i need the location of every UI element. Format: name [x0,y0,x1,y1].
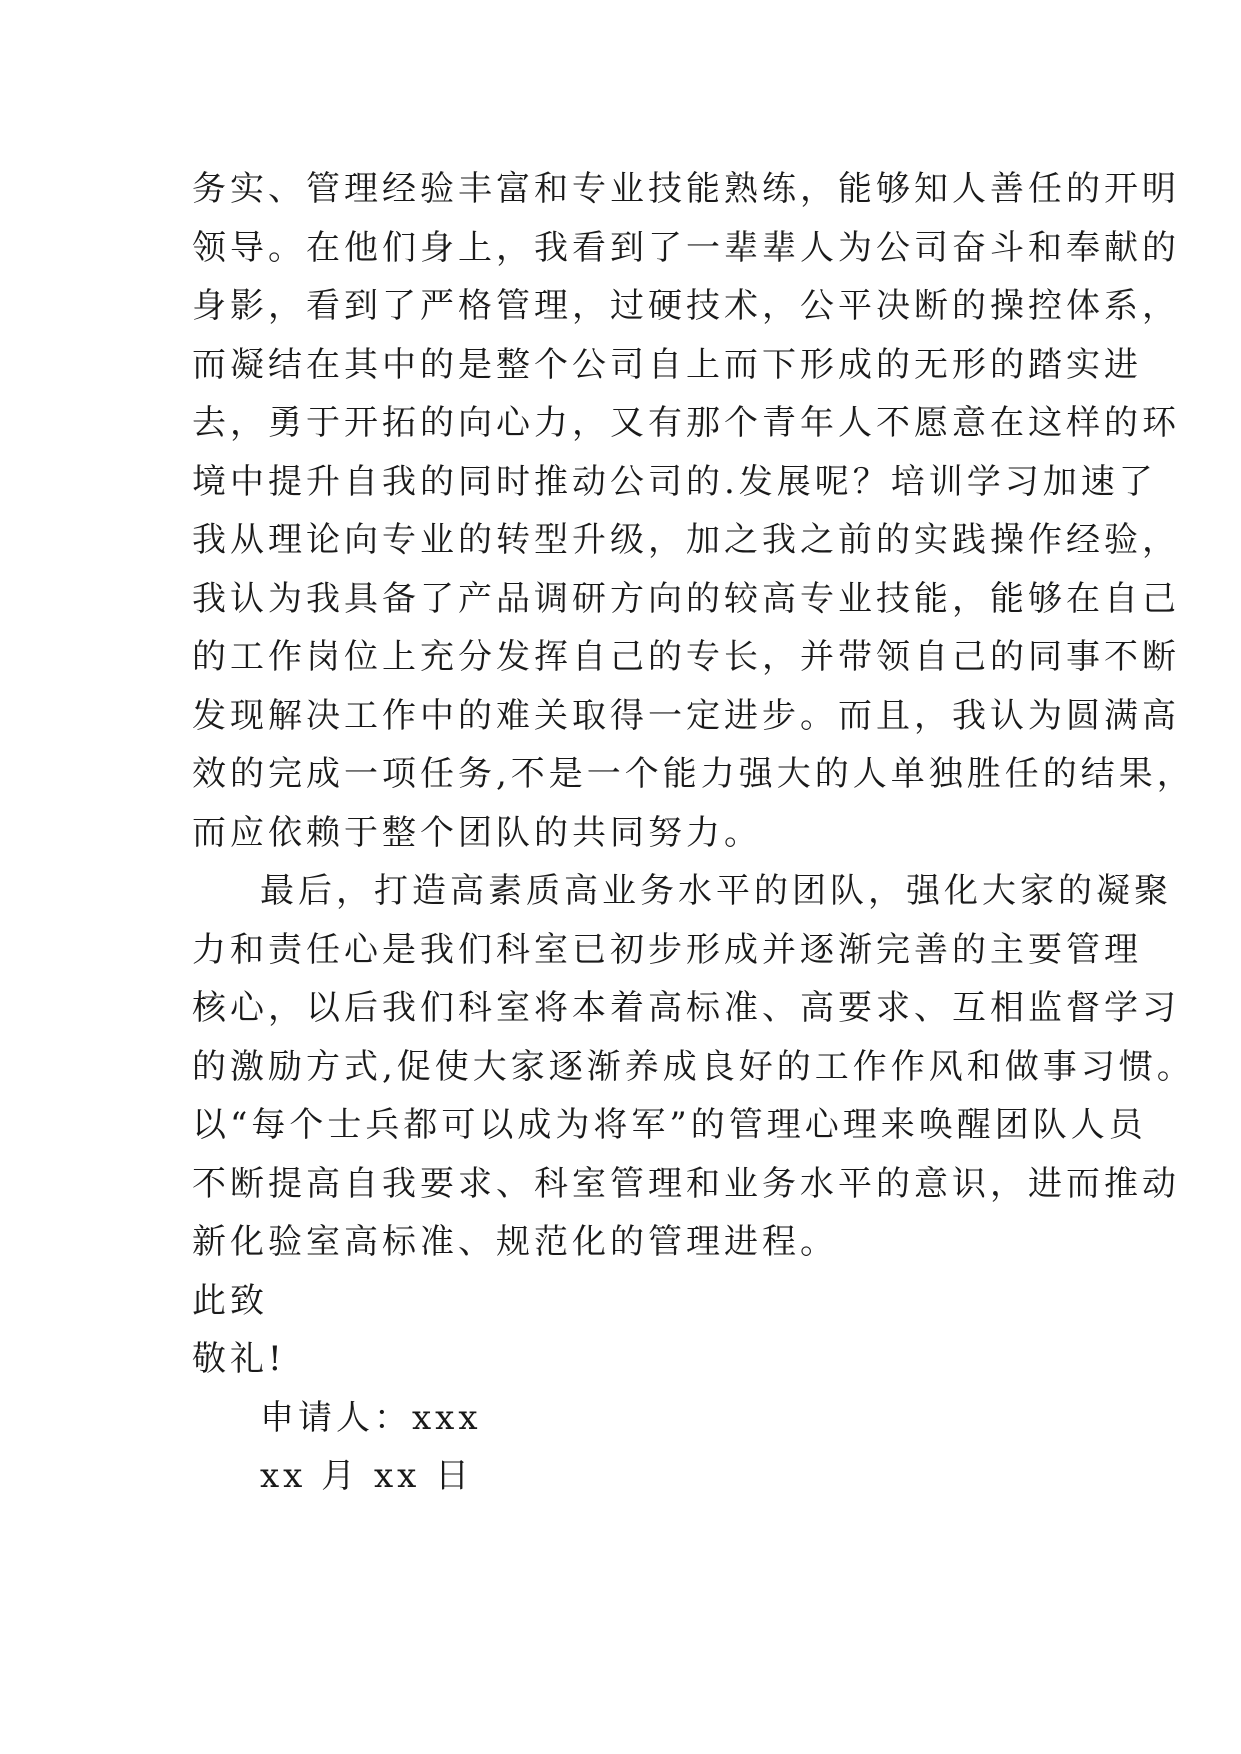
paragraph-line: 核心，以后我们科室将本着高标准、高要求、互相监督学习 [192,988,1180,1028]
paragraph-first-line: 最后，打造高素质高业务水平的团队，强化大家的凝聚 [260,871,1172,911]
paragraph-line: 效的完成一项任务,不是一个能力强大的人单独胜任的结果， [192,754,1195,794]
paragraph-line: 力和责任心是我们科室已初步形成并逐渐完善的主要管理 [192,929,1142,970]
paragraph-line: 身影，看到了严格管理，过硬技术，公平决断的操控体系， [192,286,1180,326]
paragraph-line: 的工作岗位上充分发挥自己的专长，并带领自己的同事不断 [192,637,1180,677]
paragraph-line: 去，勇于开拓的向心力，又有那个青年人不愿意在这样的环 [192,403,1180,443]
paragraph-line: 而应依赖于整个团队的共同努力。 [192,812,762,853]
closing-salutation: 此致 [192,1280,268,1321]
paragraph-line: 我认为我具备了产品调研方向的较高专业技能，能够在自己 [192,578,1180,619]
closing-respect: 敬礼! [192,1339,286,1379]
paragraph-line: 发现解决工作中的难关取得一定进步。而且，我认为圆满高 [192,695,1180,736]
paragraph-line: 境中提升自我的同时推动公司的.发展呢？培训学习加速了 [192,461,1157,502]
paragraph-line: 的激励方式,促使大家逐渐养成良好的工作作风和做事习惯。 [192,1046,1195,1087]
paragraph-line: 我从理论向专业的转型升级，加之我之前的实践操作经验， [192,520,1180,560]
paragraph-line: 而凝结在其中的是整个公司自上而下形成的无形的踏实进 [192,344,1142,385]
applicant-signature: 申请人：xxx [260,1397,482,1438]
letter-body [192,160,1195,1506]
letter-date: xx 月 xx 日 [260,1456,474,1496]
paragraph-line: 务实、管理经验丰富和专业技能熟练，能够知人善任的开明 [192,169,1180,209]
paragraph-line: 新化验室高标准、规范化的管理进程。 [192,1222,838,1262]
paragraph-line: 不断提高自我要求、科室管理和业务水平的意识，进而推动 [192,1163,1180,1204]
paragraph-line: 以“每个士兵都可以成为将军”的管理心理来唤醒团队人员 [192,1105,1147,1145]
paragraph-line: 领导。在他们身上，我看到了一辈辈人为公司奋斗和奉献的 [192,227,1180,268]
